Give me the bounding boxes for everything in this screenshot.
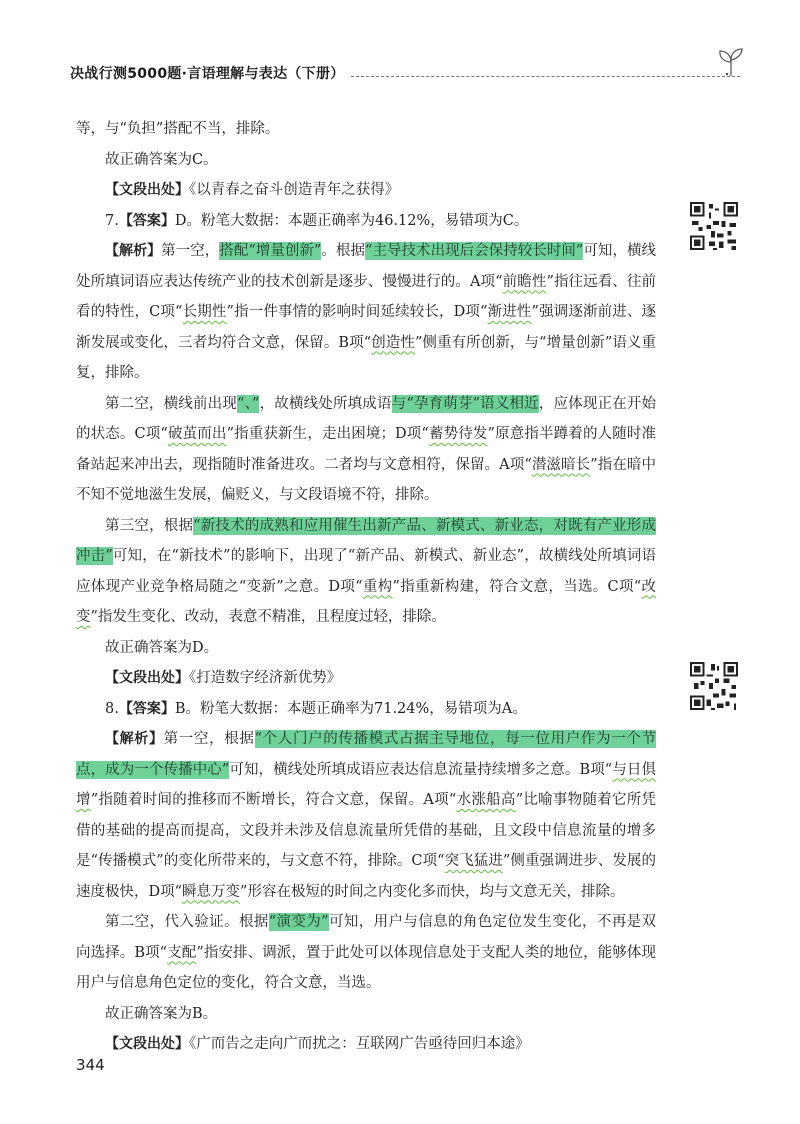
text: ”指安排、调派，置于此处可以体现信息处于支配人类的地位，能够体现用户与信息角色定位的变化，符合文意，当选。 [76,944,656,991]
q7-analysis-blank2 [76,389,656,511]
text: ”侧重强调进步、发展的速度极快，D项“ [76,853,657,900]
answer-label: 【答案】 [118,212,175,229]
header-divider [351,76,740,77]
text: 第二空，代入验证。根据 [105,914,269,930]
option-term: 潜滋暗长 [531,456,591,473]
answer-label: 【答案】 [118,700,175,717]
book-title: 决战行测5000题·言语理解与表达（下册） [70,66,345,82]
text: ”指一件事情的影响时间延续较长，D项“ [226,304,488,320]
option-term: 突飞猛进 [444,853,503,869]
highlight: “主导技术出现后会保持较长时间” [365,243,584,259]
source-label: 【文段出处】 [105,182,189,198]
option-term: 破茧而出 [167,426,227,442]
answer-text: B。粉笔大数据：本题正确率为71.24%，易错项为A。 [174,700,527,717]
text: ”侧重有所创新，与“增量创新”语义重复，排除。 [76,334,656,381]
running-header [70,62,740,84]
text: ”指重新构建，符合文意，当选。C项“ [392,578,642,595]
text: ，故横线处所填成语 [259,395,392,412]
q7-conclusion: 故正确答案为D。 [105,639,219,656]
option-term: 支配 [167,944,197,961]
text: 可知，横线处所填成语应表达信息流量持续增多之意。B项“ [229,761,613,778]
text: 第一空， [161,243,220,259]
q8-answer-line [76,694,656,725]
text: ”形容在极短的时间之内变化多而快，均与文意无关，排除。 [240,883,625,900]
q8-analysis-blank1 [76,724,656,907]
question-number: 7. [105,212,119,229]
source-label: 【文段出处】 [105,1036,189,1052]
qr-code-icon[interactable] [688,200,740,252]
source-title: 《广而告之走向广而扰之：互联网广告亟待回归本途》 [189,1036,530,1052]
question-number: 8. [105,700,119,717]
q8-source [76,1029,656,1060]
answer-explanations [76,114,656,1060]
text: 第二空，横线前出现 [105,395,238,412]
q7-analysis-blank1 [76,236,656,389]
text: ”原意指半蹲着的人随时准备站起来冲出去，现指随时准备进攻。二者均与文意相符，保留。A项“ [76,426,657,473]
source-label: 【文段出处】 [105,670,189,686]
option-term: 蓄势待发 [428,426,488,442]
highlight: 搭配“增量创新” [219,243,322,259]
option-term: 瞬息万变 [182,883,241,900]
q8-conclusion: 故正确答案为B。 [105,1005,218,1022]
q6-tail-text: 等，与“负担”搭配不当，排除。 [76,121,280,137]
text: ”指在暗中不知不觉地滋生发展，偏贬义，与文段语境不符，排除。 [76,456,657,503]
q7-answer-line [76,206,656,237]
option-term: 水涨船高 [456,792,516,808]
text: ，应体现正在开始的状态。C项“ [76,395,657,442]
text: 第三空，根据 [105,517,194,534]
option-term: 创造性 [371,334,415,351]
text: 可知，用户与信息的角色定位发生变化，不再是双向选择。B项“ [76,914,657,961]
source-title: 《打造数字经济新优势》 [189,670,342,686]
q6-conclusion: 故正确答案为C。 [105,151,218,168]
q8-analysis-blank2 [76,907,656,999]
text: 可知，在“新技术”的影响下，出现了“新产品、新模式、新业态”，故横线处所填词语应体现产业竞争格局随之“变新”之意。D项“ [76,548,656,595]
text: ”指重获新生，走出困境；D项“ [226,426,429,442]
highlight: 与“孕育萌芽”语义相近 [391,395,539,412]
option-term: 前瞻性 [502,273,547,290]
sprout-icon [714,46,748,78]
option-term: 与日俱增 [76,761,656,808]
source-title: 《以青春之奋斗创造青年之获得》 [189,182,400,198]
page-number: 344 [76,1056,105,1074]
text: 。根据 [321,243,365,259]
option-term: 重构 [362,578,393,595]
highlight: “演变为” [268,914,329,930]
answer-text: D。粉笔大数据：本题正确率为46.12%，易错项为C。 [174,212,529,229]
text: ”比喻事物随着它所凭借的基础的提高而提高，文段并未涉及信息流量所凭借的基础，且文段中信息流量的增多是“传播模式”的变化所带来的，与文意不符，排除。C项“ [76,792,657,869]
text: ”指发生变化、改动，表意不精准，且程度过轻，排除。 [90,609,446,625]
option-term: 改变 [76,578,656,625]
text: ”指往远看、往前看的特性，C项“ [76,273,656,320]
qr-code-icon[interactable] [688,660,740,712]
q7-analysis-blank3 [76,511,656,633]
text: 可知，横线处所填词语应表达传统产业的技术创新是逐步、慢慢进行的。A项“ [76,243,657,290]
text: ”强调逐渐前进、逐渐发展或变化，三者均符合文意，保留。B项“ [76,304,657,351]
highlight: “新技术的成熟和应用催生出新产品、新模式、新业态，对既有产业形成冲击” [76,517,656,564]
q6-source [76,175,656,206]
text: 第一空，根据 [163,731,255,747]
option-term: 长期性 [182,304,227,320]
highlight: “、” [237,395,260,412]
highlight: “个人门户的传播模式占据主导地位，每一位用户作为一个节点，成为一个传播中心” [76,731,657,778]
analysis-label: 【解析】 [105,243,162,259]
analysis-label: 【解析】 [105,731,164,747]
option-term: 渐进性 [487,304,532,320]
q7-source [76,663,656,694]
text: ”指随着时间的推移而不断增长，符合文意，保留。A项“ [90,792,457,808]
